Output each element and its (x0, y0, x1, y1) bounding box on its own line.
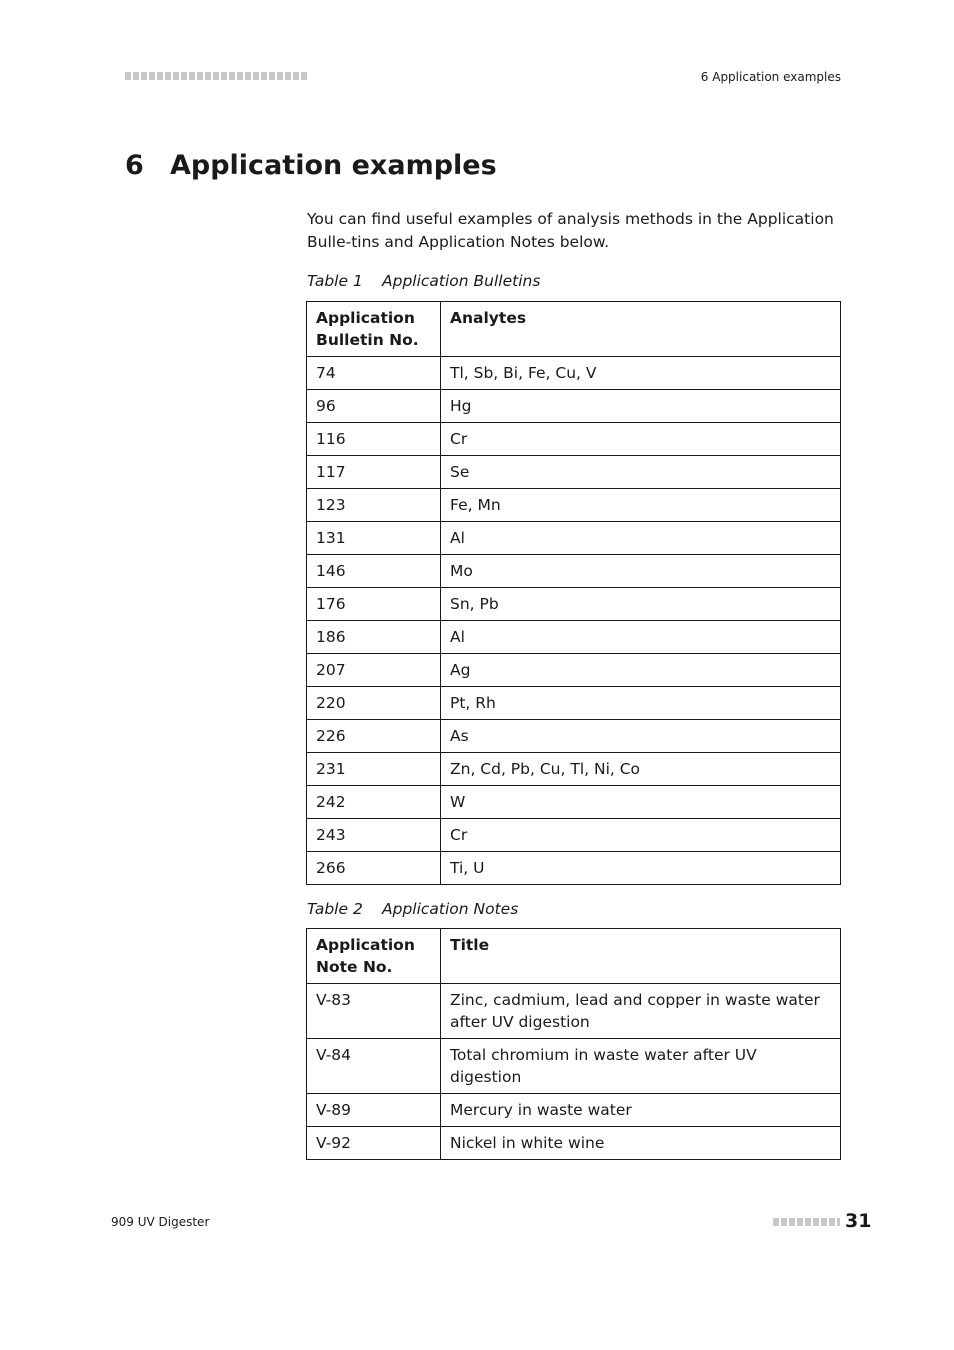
chapter-title (125, 150, 497, 181)
table-row (307, 852, 841, 885)
table-row (307, 1039, 841, 1094)
row-value-cell: Nickel in white wine (441, 1127, 841, 1160)
table2-caption (307, 900, 518, 918)
row-value-cell: Hg (441, 390, 841, 423)
intro-paragraph: You can find useful examples of analysis methods in the Application Bulle-tins and Application Notes below. (307, 210, 834, 251)
row-number-cell: 131 (307, 522, 441, 555)
row-number-cell: 96 (307, 390, 441, 423)
table-row (307, 423, 841, 456)
row-value-cell: Se (441, 456, 841, 489)
table2-body (307, 984, 841, 1160)
row-number-cell: 123 (307, 489, 441, 522)
row-value-cell: Sn, Pb (441, 588, 841, 621)
row-number-cell: 220 (307, 687, 441, 720)
column-header-title: Title (441, 929, 841, 984)
application-bulletins-table (306, 301, 841, 885)
row-value-cell: As (441, 720, 841, 753)
column-header-bulletin-no: Application Bulletin No. (307, 302, 441, 357)
table-row (307, 984, 841, 1039)
table-row (307, 654, 841, 687)
chapter-title-text: Application examples (170, 150, 497, 181)
row-value-cell: Ti, U (441, 852, 841, 885)
row-number-cell: 74 (307, 357, 441, 390)
column-header-note-no: Application Note No. (307, 929, 441, 984)
row-value-cell: Al (441, 522, 841, 555)
row-number-cell: 266 (307, 852, 441, 885)
row-number-cell: 231 (307, 753, 441, 786)
chapter-number: 6 (125, 150, 144, 181)
row-number-cell: 176 (307, 588, 441, 621)
table-row (307, 720, 841, 753)
application-notes-table (306, 928, 841, 1160)
table2-caption-number: Table 2 (307, 900, 363, 918)
row-value-cell: W (441, 786, 841, 819)
row-number-cell: V-92 (307, 1127, 441, 1160)
table-row (307, 687, 841, 720)
row-number-cell: 186 (307, 621, 441, 654)
row-number-cell: 146 (307, 555, 441, 588)
table-row (307, 522, 841, 555)
row-value-cell: Total chromium in waste water after UV digestion (441, 1039, 841, 1094)
footer-product-name: 909 UV Digester (111, 1215, 210, 1229)
row-value-cell: Cr (441, 819, 841, 852)
row-value-cell: Fe, Mn (441, 489, 841, 522)
table-row (307, 819, 841, 852)
header-decoration (125, 72, 307, 80)
table-row (307, 390, 841, 423)
row-number-cell: 207 (307, 654, 441, 687)
table1-caption (307, 272, 540, 290)
table-row (307, 555, 841, 588)
running-header: 6 Application examples (700, 70, 841, 84)
row-value-cell: Tl, Sb, Bi, Fe, Cu, V (441, 357, 841, 390)
column-header-analytes: Analytes (441, 302, 841, 357)
row-number-cell: 116 (307, 423, 441, 456)
row-number-cell: 243 (307, 819, 441, 852)
row-number-cell: 242 (307, 786, 441, 819)
table-row (307, 357, 841, 390)
row-number-cell: 117 (307, 456, 441, 489)
table1-caption-number: Table 1 (307, 272, 363, 290)
row-value-cell: Cr (441, 423, 841, 456)
row-value-cell: Al (441, 621, 841, 654)
table-row (307, 588, 841, 621)
table-header-row (307, 929, 841, 984)
table-row (307, 753, 841, 786)
table1-caption-title: Application Bulletins (382, 272, 541, 290)
table-row (307, 456, 841, 489)
table-row (307, 1127, 841, 1160)
table-header-row (307, 302, 841, 357)
row-value-cell: Mo (441, 555, 841, 588)
footer-decoration (773, 1218, 840, 1226)
row-value-cell: Pt, Rh (441, 687, 841, 720)
table-row (307, 489, 841, 522)
page-number: 31 (845, 1210, 872, 1232)
table2-caption-title: Application Notes (382, 900, 519, 918)
row-value-cell: Zinc, cadmium, lead and copper in waste water after UV digestion (441, 984, 841, 1039)
table-row (307, 786, 841, 819)
table-row (307, 1094, 841, 1127)
row-number-cell: 226 (307, 720, 441, 753)
row-number-cell: V-83 (307, 984, 441, 1039)
table1-body (307, 357, 841, 885)
row-value-cell: Mercury in waste water (441, 1094, 841, 1127)
row-number-cell: V-84 (307, 1039, 441, 1094)
table-row (307, 621, 841, 654)
row-value-cell: Ag (441, 654, 841, 687)
row-value-cell: Zn, Cd, Pb, Cu, Tl, Ni, Co (441, 753, 841, 786)
row-number-cell: V-89 (307, 1094, 441, 1127)
